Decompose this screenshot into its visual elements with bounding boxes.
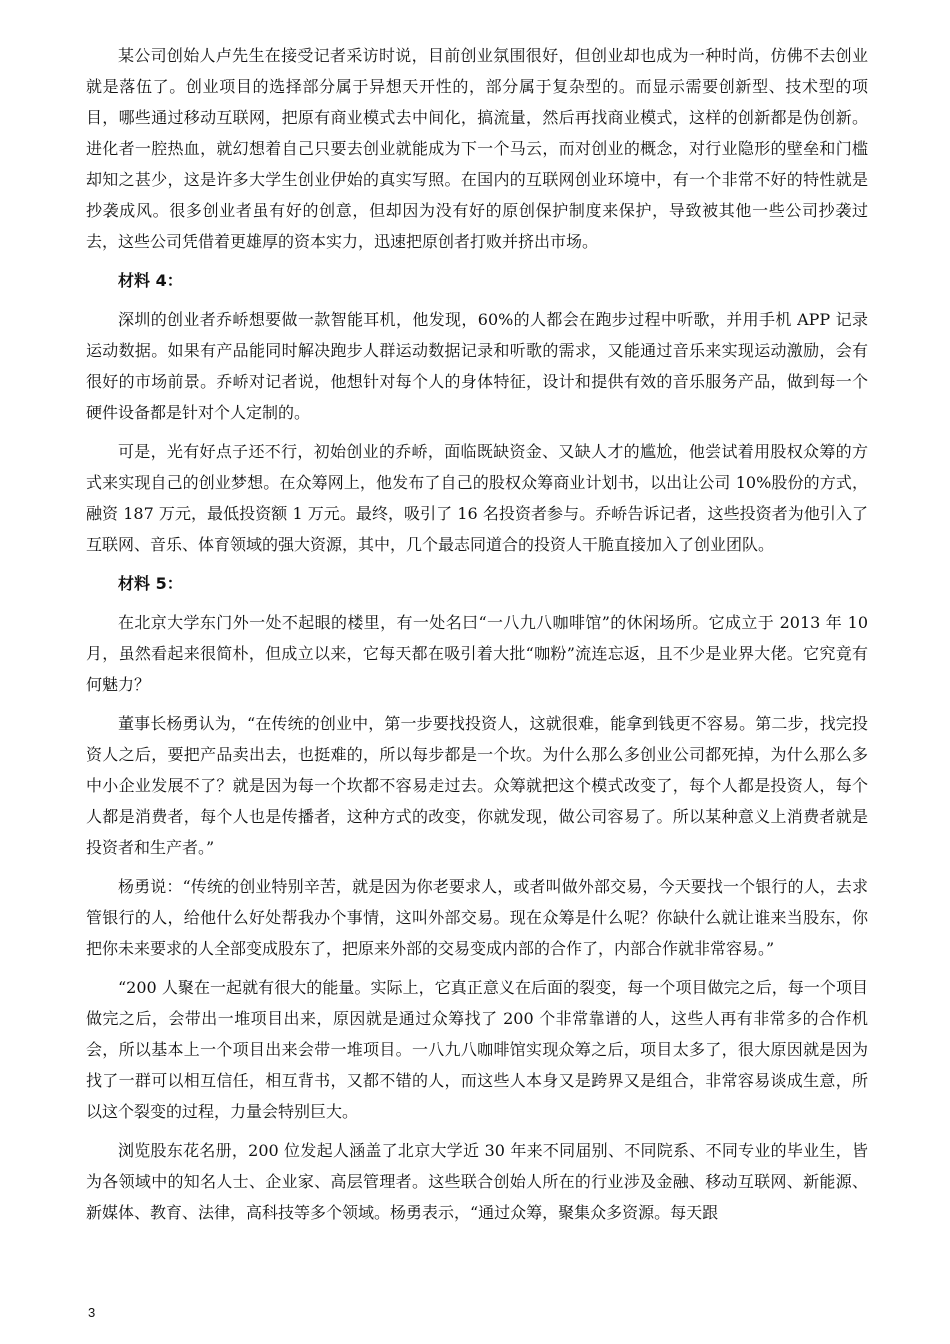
paragraph-1: 某公司创始人卢先生在接受记者采访时说，目前创业氛围很好，但创业却也成为一种时尚，仿佛不去创业就是落伍了。创业项目的选择部分属于异想天开性的，部分属于复杂型的。而显示需要创新型、技术型的项目，哪些通过移动互联网，把原有商业模式去中间化，搞流量，然后再找商业模式，这样的创新都是伪创新。进化者一腔热血，就幻想着自己只要去创业就能成为下一个马云，而对创业的概念，对行业隐形的壁垒和门槛却知之甚少，这是许多大学生创业伊始的真实写照。在国内的互联网创业环境中，有一个非常不好的特性就是抄袭成风。很多创业者虽有好的创意，但却因为没有好的原创保护制度来保护，导致被其他一些公司抄袭过去，这些公司凭借着更雄厚的资本实力，迅速把原创者打败并挤出市场。 [86,46,868,251]
document-body [86,40,868,1236]
paragraph-3: 可是，光有好点子还不行，初始创业的乔峤，面临既缺资金、又缺人才的尴尬，他尝试着用股权众筹的方式来实现自己的创业梦想。在众筹网上，他发布了自己的股权众筹商业计划书，以出让公司 10%股份的方式，融资 187 万元，最低投资额 1 万元。最终，吸引了 16 名投资者参与。乔峤告诉记者，这些投资者为他引入了互联网、音乐、体育领域的强大资源，其中，几个最志同道合的投资人干脆直接加入了创业团队。 [86,442,868,554]
paragraph-8: 浏览股东花名册，200 位发起人涵盖了北京大学近 30 年来不同届别、不同院系、不同专业的毕业生，皆为各领域中的知名人士、企业家、高层管理者。这些联合创始人所在的行业涉及金融、移动互联网、新能源、新媒体、教育、法律，高科技等多个领域。杨勇表示，“通过众筹，聚集众多资源。每天跟 [86,1141,868,1222]
paragraph-2: 深圳的创业者乔峤想要做一款智能耳机，他发现，60%的人都会在跑步过程中听歌，并用手机 APP 记录运动数据。如果有产品能同时解决跑步人群运动数据记录和听歌的需求，又能通过音乐来实现运动激励，会有很好的市场前景。乔峤对记者说，他想针对每个人的身体特征，设计和提供有效的音乐服务产品，做到每一个硬件设备都是针对个人定制的。 [86,310,868,422]
heading-material-4: 材料 4： [118,271,183,290]
paragraph-5: 董事长杨勇认为，“在传统的创业中，第一步要找投资人，这就很难，能拿到钱更不容易。第二步，找完投资人之后，要把产品卖出去，也挺难的，所以每步都是一个坎。为什么那么多创业公司都死掉，为什么那么多中小企业发展不了？就是因为每一个坎都不容易走过去。众筹就把这个模式改变了，每个人都是投资人，每个人都是消费者，每个人也是传播者，这种方式的改变，你就发现，做公司容易了。所以某种意义上消费者就是投资者和生产者。” [86,714,868,857]
page-number: 3 [88,1305,96,1320]
paragraph-4: 在北京大学东门外一处不起眼的楼里，有一处名曰“一八九八咖啡馆”的休闲场所。它成立于 2013 年 10 月，虽然看起来很简朴，但成立以来，它每天都在吸引着大批“咖粉”流连忘返，且不少是业界大佬。它究竟有何魅力？ [86,613,868,694]
paragraph-7: “200 人聚在一起就有很大的能量。实际上，它真正意义在后面的裂变，每一个项目做完之后，每一个项目做完之后，会带出一堆项目出来，原因就是通过众筹找了 200 个非常靠谱的人，这些人再有非常多的合作机会，所以基本上一个项目出来会带一堆项目。一八九八咖啡馆实现众筹之后，项目太多了，很大原因就是因为找了一群可以相互信任，相互背书，又都不错的人，而这些人本身又是跨界又是组合，非常容易谈成生意，所以这个裂变的过程，力量会特别巨大。 [86,978,868,1121]
paragraph-6: 杨勇说：“传统的创业特别辛苦，就是因为你老要求人，或者叫做外部交易，今天要找一个银行的人，去求管银行的人，给他什么好处帮我办个事情，这叫外部交易。现在众筹是什么呢？你缺什么就让谁来当股东，你把你未来要求的人全部变成股东了，把原来外部的交易变成内部的合作了，内部合作就非常容易。” [86,877,868,958]
heading-material-5: 材料 5： [118,574,183,593]
